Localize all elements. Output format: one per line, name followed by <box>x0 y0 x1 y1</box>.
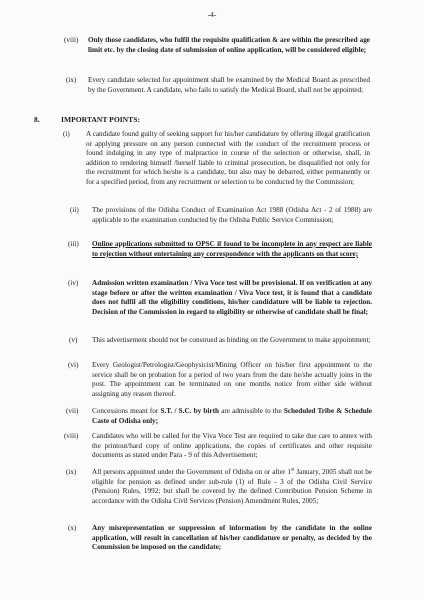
point-text: Admission written examination / Viva Voce test will be provisional. If on verification at any stage before or after the written examination / Viva Voce test, it is found that a candidate does not fulfil all the eligibility conditions, his/her candidature will be liable to rejection. Decision of the Commission in regard to eligibility or otherwise of candidate shall be final; <box>92 279 372 316</box>
item-label: (ix) <box>66 76 77 84</box>
item-label: (viii) <box>64 36 79 44</box>
point-text-part: Concessions meant for <box>92 407 161 415</box>
point-text-part: All persons appointed under the Government of Odisha on or after 1 <box>92 468 291 476</box>
point-label: (viii) <box>64 432 79 440</box>
point-label: (ix) <box>66 468 77 476</box>
point-text-emphasis: S.T. / S.C. by birth <box>160 407 219 415</box>
point-label: (x) <box>68 524 77 532</box>
point-text-part: January, 2005 shall not be eligible for pension as defined under sub-rule (1) of Rule - 3 of the Odisha Civil Service (Pension) Rules, 1992; but shall be covered by the defined Contribution Pension Scheme in accordance with the Odisha Civil Services (Pension) Amendment Rules, 2005; <box>92 468 372 505</box>
ordinal-superscript: st <box>290 467 295 473</box>
point-text-part: are admissible to the <box>219 407 284 415</box>
point-label: (iii) <box>68 240 79 248</box>
point-label: (iv) <box>68 279 79 287</box>
section-number: 8. <box>34 115 40 124</box>
point-text: The provisions of the Odisha Conduct of Examination Act 1988 (Odisha Act - 2 of 1988) are applicable to the examination conducted by the Odisha Public Service Commission; <box>92 206 372 224</box>
point-text-emphasis: Scheduled Tribe & Schedule Caste of Odisha only; <box>92 407 372 425</box>
point-label: (v) <box>69 336 78 344</box>
point-text: Candidates who will be called for the Viva Voce Test are required to take due care to annex with the printout/hard copy of online applications, the copies of certificates and other requisite documents as stated under Para - 9 of this Advertisement; <box>92 432 372 460</box>
point-text: This advertisement should not be construed as binding on the Government to make appointment; <box>92 336 371 344</box>
point-text <box>92 407 372 426</box>
point-label: (vii) <box>66 407 79 415</box>
eligibility-item-text: Only those candidates, who fulfil the requisite qualification & are within the prescribed age limit etc. by the closing date of submission of online application, will be considered eligible; <box>88 36 370 54</box>
page-number: -4- <box>207 10 217 19</box>
point-text: A candidate found guilty of seeking support for his/her candidature by offering illegal gratification or applying pressure on any person connected with the conduct of the recruitment process or found indulging in any type of malpractice in course of the selection or otherwise, shall, in addition to rendering himself /herself liable to criminal prosecution, be disqualified not only for the recruitment for which he/she is a candidate, but also may be debarred, either permanently or for a specified period, from any recruitment or selection to be conducted by the Commission; <box>86 130 370 186</box>
point-text: Any misrepresentation or suppression of information by the candidate in the online application, will result in cancellation of his/her candidature or penalty, as decided by the Commission be imposed on the candidate; <box>92 524 372 552</box>
point-text <box>92 468 372 506</box>
eligibility-item-text: Every candidate selected for appointment shall be examined by the Medical Board as prescribed by the Government. A candidate, who fails to satisfy the Medical Board, shall not be appointed; <box>88 76 370 94</box>
point-label: (vi) <box>68 361 79 369</box>
point-text: Every Geologist/Petrologist/Geophysicist/Mining Officer on his/her first appointment to the service shall be on probation for a period of two years from the date he/she actually joins in the post. The appointment can be terminated on one months notice from either side without assigning any reason thereof. <box>92 361 372 398</box>
section-title: IMPORTANT POINTS: <box>61 115 140 124</box>
point-label: (ii) <box>70 206 79 214</box>
point-text: Online applications submitted to OPSC if found to be incomplete in any respect are liable to rejection without entertaining any correspondence with the applicants on that score; <box>92 240 372 258</box>
point-label: (i) <box>63 130 70 138</box>
